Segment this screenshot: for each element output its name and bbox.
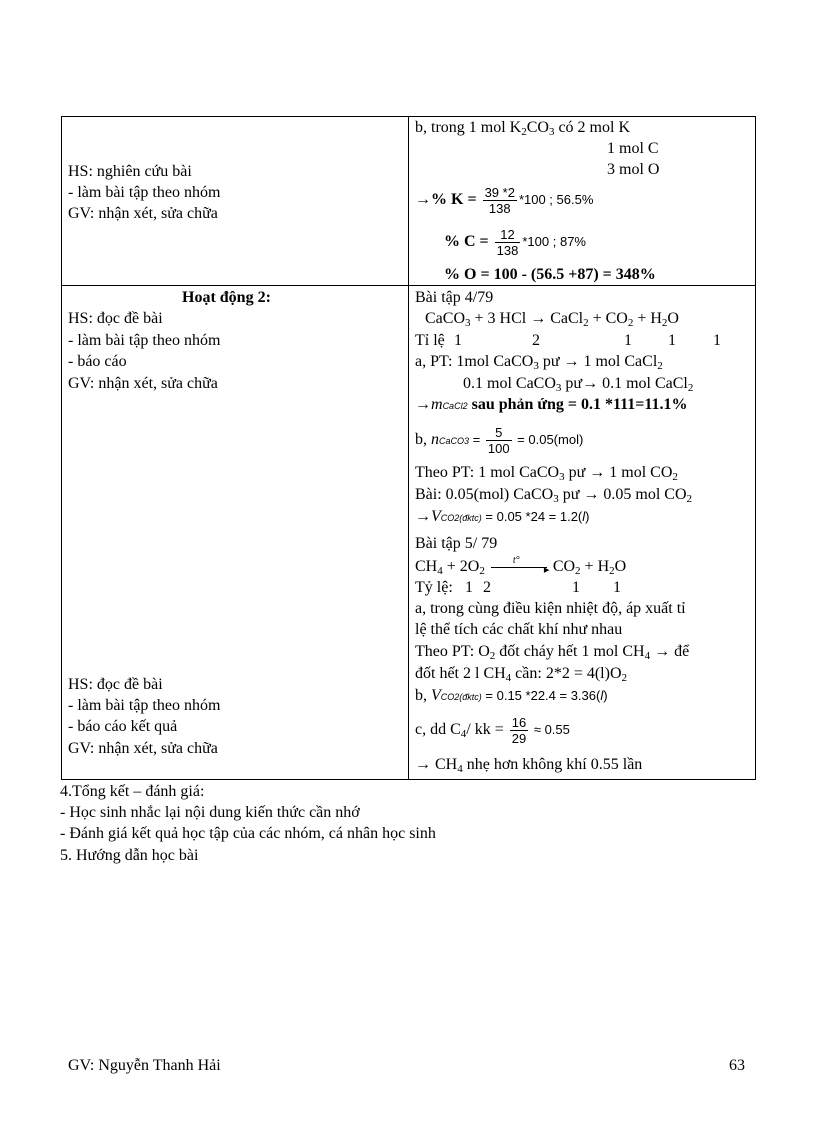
- table-border-right: [755, 116, 756, 780]
- activity-2-title: Hoạt động 2:: [182, 289, 271, 306]
- left-g2-line4: GV: nhận xét, sửa chữa: [68, 375, 218, 392]
- reaction-arrow-heat: t° ▸: [489, 560, 553, 574]
- volume-co2-line-2: b, VCO2(đktc) = 0.15 *22.4 = 3.36(l): [415, 687, 608, 704]
- part-a-line-1: a, trong cùng điều kiện nhiệt độ, áp xuất tỉ: [415, 600, 686, 617]
- theo-pt-line-2: Theo PT: $O_2$ đốt cháy hết 1 mol $CH_4$ → để: [415, 643, 690, 662]
- part-a-line-2: lệ thể tích các chất khí như nhau: [415, 621, 623, 638]
- pt-line-1: a, PT: 1mol CaCO$_3$ pư → 1 mol CaCl$_2$: [415, 353, 663, 372]
- density-formula: c, dd $C_4/$ kk = $\frac{16}{29}$ ≈ 0.55: [415, 714, 570, 746]
- left-g2-line2: - làm bài tập theo nhóm: [68, 332, 221, 349]
- bai-line: Bài: 0.05(mol) CaCO$_3$ pư → 0.05 mol $CO_2$: [415, 486, 693, 505]
- summary-item-1: - Học sinh nhắc lại nội dung kiến thức cần nhớ: [60, 804, 360, 821]
- k2co3-line: b, trong 1 mol $K_2CO_3$ có 2 mol K: [415, 119, 630, 138]
- equation-caco3-hcl: CaCO$_3$ + 3 HCl → CaCl$_2$ + $CO_2 + H_2O$: [425, 310, 679, 329]
- percent-k-formula: →% K = $\frac{39 *2}{138}$ *100 ; 56.5%: [415, 184, 594, 216]
- left-g3-line4: GV: nhận xét, sửa chữa: [68, 740, 218, 757]
- left-g1-line1: HS: nghiên cứu bài: [68, 163, 192, 180]
- left-g3-line3: - báo cáo kết quả: [68, 718, 178, 735]
- left-g3-line2: - làm bài tập theo nhóm: [68, 697, 221, 714]
- burn-ch4-line: đốt hết 2 l $CH_4$ cần: $2*2 = 4(l)O_2$: [415, 665, 627, 684]
- left-g1-line3: GV: nhận xét, sửa chữa: [68, 205, 218, 222]
- pt-line-2: 0.1 mol CaCO$_3$ pư→ 0.1 mol CaCl$_2$: [463, 375, 694, 394]
- mass-cacl2-line: →mCaCl2 sau phản ứng = 0.1 *111=11.1%: [415, 396, 688, 413]
- page-number: 63: [729, 1057, 745, 1074]
- n-caco3-formula: b, nCaCO3 = $\frac{5}{100}$ = 0.05(mol): [415, 424, 584, 456]
- teacher-name: GV: Nguyễn Thanh Hải: [68, 1057, 221, 1074]
- left-g1-line2: - làm bài tập theo nhóm: [68, 184, 221, 201]
- table-border-bottom: [61, 779, 756, 780]
- left-g3-line1: HS: đọc đề bài: [68, 676, 163, 693]
- mol-o-line: 3 mol O: [607, 161, 660, 178]
- table-border-left: [61, 116, 62, 780]
- summary-item-2: - Đánh giá kết quả học tập của các nhóm, cá nhân học sinh: [60, 825, 436, 842]
- volume-co2-line-1: →VCO2(đktc) = 0.05 *24 = 1.2(l): [415, 508, 590, 525]
- theo-pt-line-1: Theo PT: 1 mol CaCO$_3$ pư → 1 mol $CO_2$: [415, 464, 678, 483]
- equation-ch4-o2: $CH_4 + 2O_2$ t° ▸ $CO_2 + H_2O$: [415, 555, 627, 577]
- summary-heading: 4.Tổng kết – đánh giá:: [60, 783, 205, 800]
- exercise-4-title: Bài tập 4/79: [415, 289, 494, 306]
- percent-c-formula: % C = $\frac{12}{138}$ *100 ; 87%: [444, 226, 586, 258]
- guidance-heading: 5. Hướng dẫn học bài: [60, 847, 199, 864]
- table-border-middle: [408, 116, 409, 780]
- left-g2-line1: HS: đọc đề bài: [68, 310, 163, 327]
- percent-o-line: % O = 100 - (56.5 +87) = 348%: [444, 266, 656, 283]
- table-border-top: [61, 116, 756, 117]
- exercise-5-title: Bài tập 5/ 79: [415, 535, 498, 552]
- left-g2-line3: - báo cáo: [68, 353, 127, 370]
- table-row-divider: [61, 285, 756, 286]
- conclusion-line: → $CH_4$ nhẹ hơn không khí 0.55 lần: [415, 756, 643, 775]
- mol-c-line: 1 mol C: [607, 140, 659, 157]
